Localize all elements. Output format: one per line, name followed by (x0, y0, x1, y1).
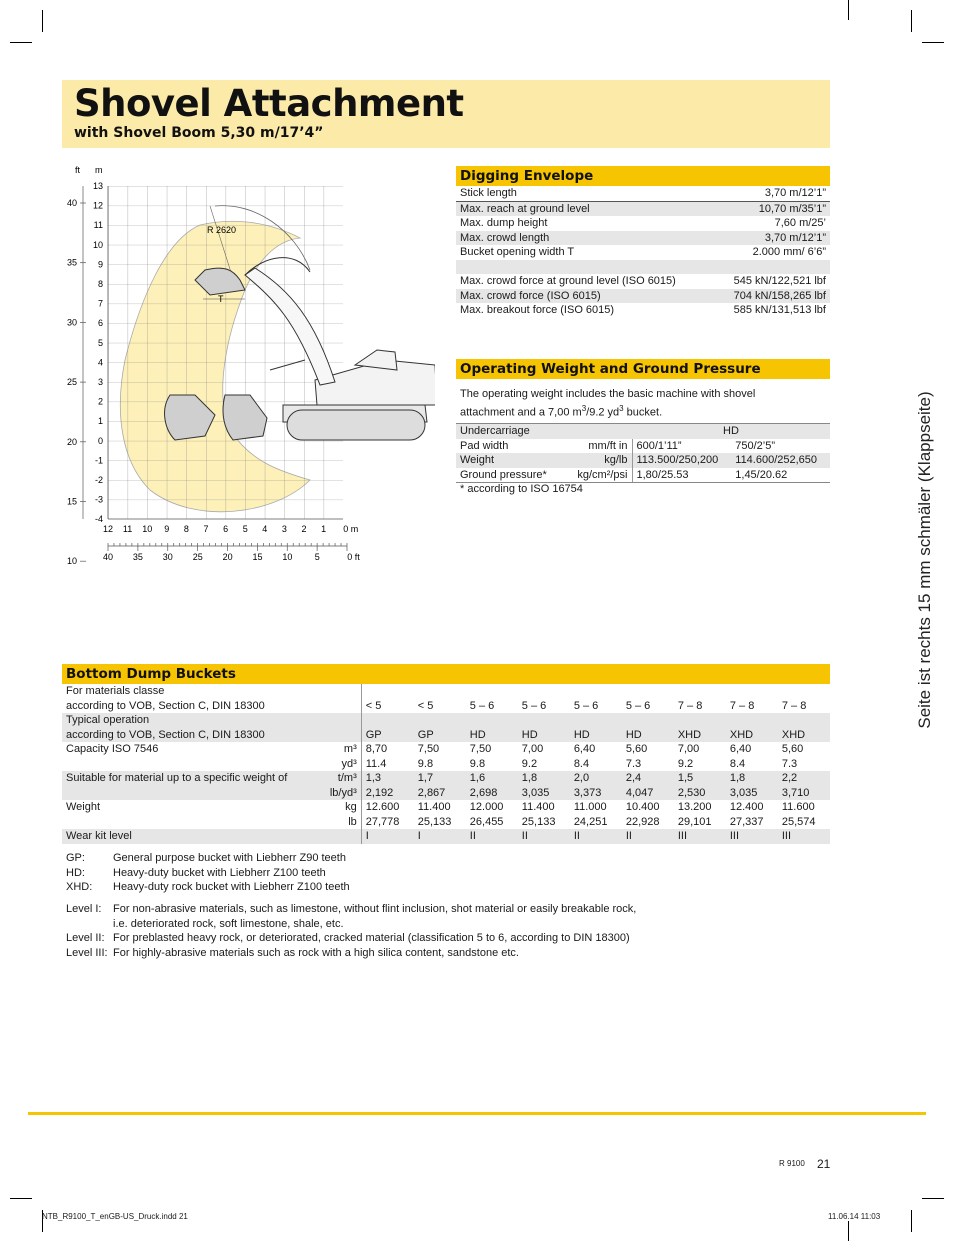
x-tick-ft: 30 (162, 552, 173, 562)
y-tick-m: 9 (97, 259, 103, 270)
bucket-value (518, 713, 570, 728)
y-tick-m: 0 (97, 435, 103, 446)
page-subtitle: with Shovel Boom 5,30 m/17’4” (74, 125, 324, 141)
footer-model: R 9100 (779, 1159, 805, 1168)
row-label: Max. reach at ground level (456, 201, 714, 216)
row-value-2: 1,45/20.62 (731, 468, 830, 483)
table-row (62, 771, 830, 786)
bucket-value: 7.3 (781, 757, 798, 770)
bucket-value: GP (414, 728, 466, 743)
x-tick-m: 3 (281, 524, 287, 534)
x-tick-ft: 40 (102, 552, 114, 562)
row-unit: kg (345, 801, 357, 813)
bucket-value: 6,40 (729, 743, 752, 755)
row-label: according to VOB, Section C, DIN 18300 (62, 728, 296, 743)
row-value: 585 kN/131,513 lbf (733, 304, 826, 316)
table-row (456, 453, 830, 468)
x-tick-ft: 25 (192, 552, 203, 562)
row-unit (296, 829, 362, 844)
bucket-value: 6,40 (573, 743, 596, 755)
row-label (62, 815, 296, 830)
bucket-value: 7,50 (469, 743, 492, 755)
bucket-value (361, 713, 414, 728)
bucket-value (414, 713, 466, 728)
x-tick-m: 9 (164, 524, 170, 534)
bucket-value: HD (466, 728, 518, 743)
bucket-value: 27,778 (361, 815, 414, 830)
bucket-value: III (726, 829, 778, 844)
row-unit: mm/ft in (564, 439, 632, 454)
table-row (456, 231, 830, 246)
bucket-value: 7,00 (521, 743, 544, 755)
row-label: according to VOB, Section C, DIN 18300 (66, 699, 265, 712)
bucket-value: 3,710 (778, 786, 830, 801)
row-label: Pad width (460, 439, 509, 452)
row-label: Ground pressure* (456, 468, 564, 483)
x-tick-m: 0 m (343, 524, 359, 534)
bucket-value: 9.2 (677, 757, 694, 770)
footer-file: NTB_R9100_T_enGB-US_Druck.indd 21 (42, 1212, 188, 1221)
bucket-value: 22,928 (625, 815, 660, 828)
table-row (456, 303, 830, 318)
bucket-value: 7 – 8 (677, 699, 703, 712)
x-tick-ft: 0 ft (347, 552, 360, 562)
bucket-value: 25,133 (521, 815, 556, 828)
x-tick-m: 8 (183, 524, 189, 534)
crop-mark (922, 1198, 944, 1199)
bucket-value: 3,373 (570, 786, 622, 801)
bucket-value: XHD (778, 728, 830, 743)
bucket-value: II (466, 829, 518, 844)
bucket-value: 11.000 (573, 801, 607, 813)
bucket-value: II (622, 829, 674, 844)
y-tick-m: 2 (97, 396, 103, 407)
y-tick-m: 1 (97, 416, 103, 427)
row-value: 3,70 m/12’1” (714, 231, 830, 246)
bucket-value: 27,337 (729, 815, 764, 828)
bucket-value: 4,047 (622, 786, 674, 801)
bucket-value: 3,035 (726, 786, 778, 801)
bucket-value: 2,698 (466, 786, 518, 801)
bucket-value: < 5 (361, 699, 414, 714)
row-unit: kg/cm²/psi (564, 468, 632, 483)
x-tick-ft: 10 (282, 552, 293, 562)
row-label: Bucket opening width T (460, 246, 575, 258)
table-row (456, 289, 830, 304)
row-label: For materials classe (66, 685, 165, 697)
y-tick-m: -3 (94, 494, 103, 505)
row-value-1: 113.500/250,200 (632, 453, 731, 468)
crop-mark (911, 10, 912, 32)
bucket-value: 2,2 (778, 771, 830, 786)
row-value-2: 114.600/252,650 (731, 453, 830, 468)
row-value: 7,60 m/25’ (774, 217, 826, 229)
row-unit: lb (348, 815, 357, 828)
legend-item: HD: Heavy-duty bucket with Liebherr Z100 teeth (66, 866, 326, 879)
row-unit (296, 713, 362, 728)
bucket-value: 1,8 (726, 771, 778, 786)
y-tick-m: 5 (97, 337, 103, 348)
row-label: Suitable for material up to a specific weight of (62, 771, 296, 786)
y-tick-m: 12 (92, 200, 103, 211)
digging-envelope-table (456, 186, 830, 318)
bucket-value: 9.8 (417, 757, 434, 770)
table-row (456, 216, 830, 231)
level-item: Level I: For non-abrasive materials, such as limestone, without flint inclusion, shot material or easily breakable rock, (66, 903, 637, 915)
crop-mark (10, 42, 32, 43)
y-tick-m: 3 (97, 377, 103, 387)
bucket-value: 12.600 (361, 800, 414, 815)
bucket-value: II (518, 829, 570, 844)
x-tick-m: 2 (301, 524, 307, 534)
table-row (62, 713, 830, 728)
table-row (456, 245, 830, 260)
bucket-value: 12.400 (729, 801, 764, 813)
level-item: i.e. deteriorated rock, soft limestone, shale, etc. (113, 917, 344, 930)
bucket-value: 11.400 (521, 801, 555, 813)
x-tick-ft: 5 (314, 552, 320, 562)
x-axis-ft (103, 543, 360, 562)
x-tick-ft: 20 (222, 552, 233, 562)
x-tick-m: 1 (321, 524, 327, 534)
bucket-value (726, 713, 778, 728)
y-tick-m: 13 (92, 181, 103, 191)
y-tick-m: 8 (97, 279, 103, 289)
bucket-value (622, 684, 674, 699)
bucket-value: 7,00 (677, 743, 700, 755)
bucket-value: 5 – 6 (625, 699, 651, 712)
bucket-value (570, 713, 622, 728)
bucket-value: 2,530 (674, 786, 726, 801)
bucket-value: 2,0 (570, 771, 622, 786)
table-row (62, 815, 830, 830)
bucket-value (726, 684, 778, 699)
x-tick-m: 11 (122, 524, 133, 534)
bucket-value: 7.3 (625, 757, 642, 770)
row-label: Weight (456, 453, 564, 468)
y-tick-m: 4 (97, 357, 103, 368)
bucket-value (466, 713, 518, 728)
bucket-value: 25,133 (417, 815, 452, 828)
row-value-1: 1,80/25.53 (632, 468, 731, 483)
bucket-value: 7 – 8 (781, 699, 807, 712)
bucket-value (361, 684, 414, 699)
bucket-value: 1,8 (518, 771, 570, 786)
bucket-value: 13.200 (677, 801, 712, 813)
bucket-value: 2,192 (361, 786, 414, 801)
crop-mark (911, 1210, 912, 1232)
table-row (456, 186, 830, 201)
bucket-value: I (361, 829, 414, 844)
bucket-value: 10.400 (625, 801, 660, 813)
bucket-value: 8.4 (573, 757, 590, 770)
bottom-dump-buckets-heading: Bottom Dump Buckets (62, 664, 830, 684)
row-unit: lb/yd³ (296, 786, 362, 801)
table-row (62, 742, 830, 757)
row-label: Max. crowd force (ISO 6015) (456, 289, 714, 304)
row-label: Capacity ISO 7546 (66, 743, 159, 755)
radius-label: R 2620 (207, 225, 237, 235)
table-row (456, 468, 830, 483)
row-unit (296, 699, 362, 714)
y-tick-m: -4 (94, 514, 103, 525)
bucket-value: 1,6 (466, 771, 518, 786)
bucket-value (778, 684, 830, 699)
level-item: Level III: For highly-abrasive materials such as rock with a high silica content, sandstone etc. (66, 946, 519, 959)
page-title: Shovel Attachment (74, 82, 464, 125)
row-label (62, 786, 296, 801)
bottom-dump-buckets-table (62, 684, 830, 844)
bucket-value (466, 684, 518, 699)
table-row (62, 786, 830, 801)
row-label: Max. crowd length (456, 231, 714, 246)
row-label (62, 757, 296, 772)
table-row (62, 800, 830, 815)
legend-item: GP: General purpose bucket with Liebherr Z90 teeth (66, 852, 346, 864)
bucket-value: 9.2 (521, 757, 538, 770)
crop-mark (922, 42, 944, 43)
x-tick-m: 6 (223, 524, 229, 534)
bucket-value: II (570, 829, 622, 844)
row-value (714, 260, 830, 275)
bucket-type-legend (66, 851, 350, 895)
bucket-value: 25,574 (781, 815, 816, 828)
row-value: 545 kN/122,521 lbf (733, 275, 826, 287)
bucket-value: 5 – 6 (573, 699, 599, 712)
y-tick-ft: 40 (66, 198, 77, 208)
t-label: T (218, 294, 224, 304)
bucket-value: 5,60 (781, 743, 804, 755)
bucket-value: XHD (726, 728, 778, 743)
y-tick-m: 10 (92, 239, 103, 250)
bucket-value: 11.400 (417, 801, 451, 813)
bucket-value: 2,867 (414, 786, 466, 801)
row-value: 704 kN/158,265 lbf (714, 289, 830, 304)
bucket-value: 7,50 (417, 743, 440, 755)
row-label: Max. breakout force (ISO 6015) (460, 304, 615, 316)
table-row (62, 699, 830, 714)
bucket-value: I (414, 829, 466, 844)
bucket-value (518, 684, 570, 699)
table-row (62, 684, 830, 699)
row-value: 2.000 mm/ 6’6” (752, 246, 826, 258)
bucket-value: HD (518, 728, 570, 743)
y-tick-m: 6 (97, 318, 103, 329)
y-tick-ft: 35 (66, 257, 77, 268)
bucket-value (622, 713, 674, 728)
table-row (456, 260, 830, 275)
bucket-value: 26,455 (469, 815, 504, 828)
wear-level-legend (66, 902, 636, 960)
row-unit: kg/lb (564, 453, 632, 468)
bucket-value (674, 684, 726, 699)
footer-rule (28, 1112, 926, 1115)
digging-envelope-diagram (55, 160, 435, 570)
bucket-value: HD (570, 728, 622, 743)
row-label: Max. crowd force at ground level (ISO 6015) (460, 275, 676, 287)
bucket-value: III (674, 829, 726, 844)
row-label: Stick length (460, 187, 517, 199)
row-value: 10,70 m/35’1” (714, 201, 830, 216)
bucket-value: 7 – 8 (729, 699, 755, 712)
bucket-value (778, 713, 830, 728)
bucket-value: 2,4 (622, 771, 674, 786)
row-unit: yd³ (341, 757, 357, 770)
legend-item: XHD: Heavy-duty rock bucket with Liebherr Z100 teeth (66, 881, 350, 893)
bucket-value (414, 684, 466, 699)
x-tick-m: 10 (142, 524, 153, 534)
y-tick-m: 11 (93, 220, 103, 231)
table-row (62, 829, 830, 844)
x-tick-m: 4 (262, 524, 268, 534)
bucket-value: 1,5 (674, 771, 726, 786)
y-tick-ft: 15 (66, 496, 77, 507)
row-label: Wear kit level (62, 829, 296, 844)
row-label: Typical operation (62, 713, 296, 728)
bucket-value: 11.600 (781, 801, 815, 813)
y-tick-ft: 30 (66, 317, 77, 328)
title-band (62, 80, 830, 148)
table-row (456, 439, 830, 454)
x-tick-m: 7 (203, 524, 209, 534)
row-unit (296, 684, 362, 699)
operating-weight-intro: The operating weight includes the basic machine with shovel attachment and a 7,00 $m^3/9.2$ $yd^3$ bucket. (460, 388, 756, 419)
table-row (456, 201, 830, 216)
bucket-value: < 5 (417, 699, 434, 712)
y-axis-m (93, 181, 103, 524)
bucket-value: 3,035 (518, 786, 570, 801)
row-value: 3,70 m/12’1” (764, 187, 826, 199)
table-row (62, 728, 830, 743)
bucket-value: 1,3 (361, 771, 414, 786)
bucket-value (674, 713, 726, 728)
bucket-value: 8.4 (729, 757, 746, 770)
operating-weight-footnote: * according to ISO 16754 (460, 483, 583, 495)
bucket-value: 11.4 (361, 757, 414, 772)
y-tick-ft: 10 (66, 556, 77, 567)
row-unit: m³ (343, 743, 357, 755)
row-value-1: 600/1’11” (636, 439, 682, 452)
bucket-value: 5 – 6 (469, 699, 495, 712)
operating-weight-heading: Operating Weight and Ground Pressure (456, 359, 830, 379)
bucket-value: 5,60 (625, 743, 648, 755)
level-item: Level II: For preblasted heavy rock, or deteriorated, cracked material (classification 5 to 6, according to DIN 18300) (66, 932, 630, 944)
row-unit (296, 728, 362, 743)
x-axis-m (103, 524, 358, 534)
table-row (62, 757, 830, 772)
bucket-value: 12.000 (469, 801, 504, 813)
bucket-value: 29,101 (677, 815, 712, 828)
bucket-value: 1,7 (414, 771, 466, 786)
footer-date: 11.06.14 11:03 (828, 1212, 881, 1221)
bucket-value: HD (622, 728, 674, 743)
operating-weight-table (456, 423, 830, 483)
bucket-value: 8,70 (361, 742, 414, 757)
crop-mark (42, 10, 43, 32)
row-value-2: 750/2’5” (735, 439, 776, 452)
y-tick-m: 7 (97, 298, 103, 309)
bucket-value (570, 684, 622, 699)
bucket-value: GP (361, 728, 414, 743)
crop-mark (10, 1198, 32, 1199)
m-unit-label: m (95, 165, 103, 175)
crop-mark (848, 0, 849, 20)
bucket-value: 24,251 (573, 815, 608, 828)
x-tick-m: 12 (102, 524, 114, 534)
row-label (456, 260, 714, 275)
y-tick-m: -1 (94, 455, 103, 466)
bucket-value: XHD (674, 728, 726, 743)
page-number: 21 (817, 1157, 831, 1171)
row-label: Max. dump height (460, 217, 548, 229)
y-axis-ft (64, 186, 86, 570)
bucket-value: 5 – 6 (521, 699, 547, 712)
bucket-value: 9.8 (469, 757, 486, 770)
table-header-row: Undercarriage HD (456, 424, 830, 439)
x-tick-m: 5 (242, 524, 248, 534)
x-tick-ft: 35 (132, 552, 143, 562)
ft-unit-label: ft (75, 165, 81, 175)
x-tick-ft: 15 (252, 552, 263, 562)
row-label: Weight (66, 801, 101, 813)
digging-envelope-heading: Digging Envelope (456, 166, 830, 186)
table-row (456, 274, 830, 289)
y-tick-m: -2 (94, 475, 103, 485)
row-unit: t/m³ (296, 771, 362, 786)
y-tick-ft: 25 (66, 377, 77, 388)
bucket-value: III (778, 829, 830, 844)
y-tick-ft: 20 (66, 436, 77, 447)
